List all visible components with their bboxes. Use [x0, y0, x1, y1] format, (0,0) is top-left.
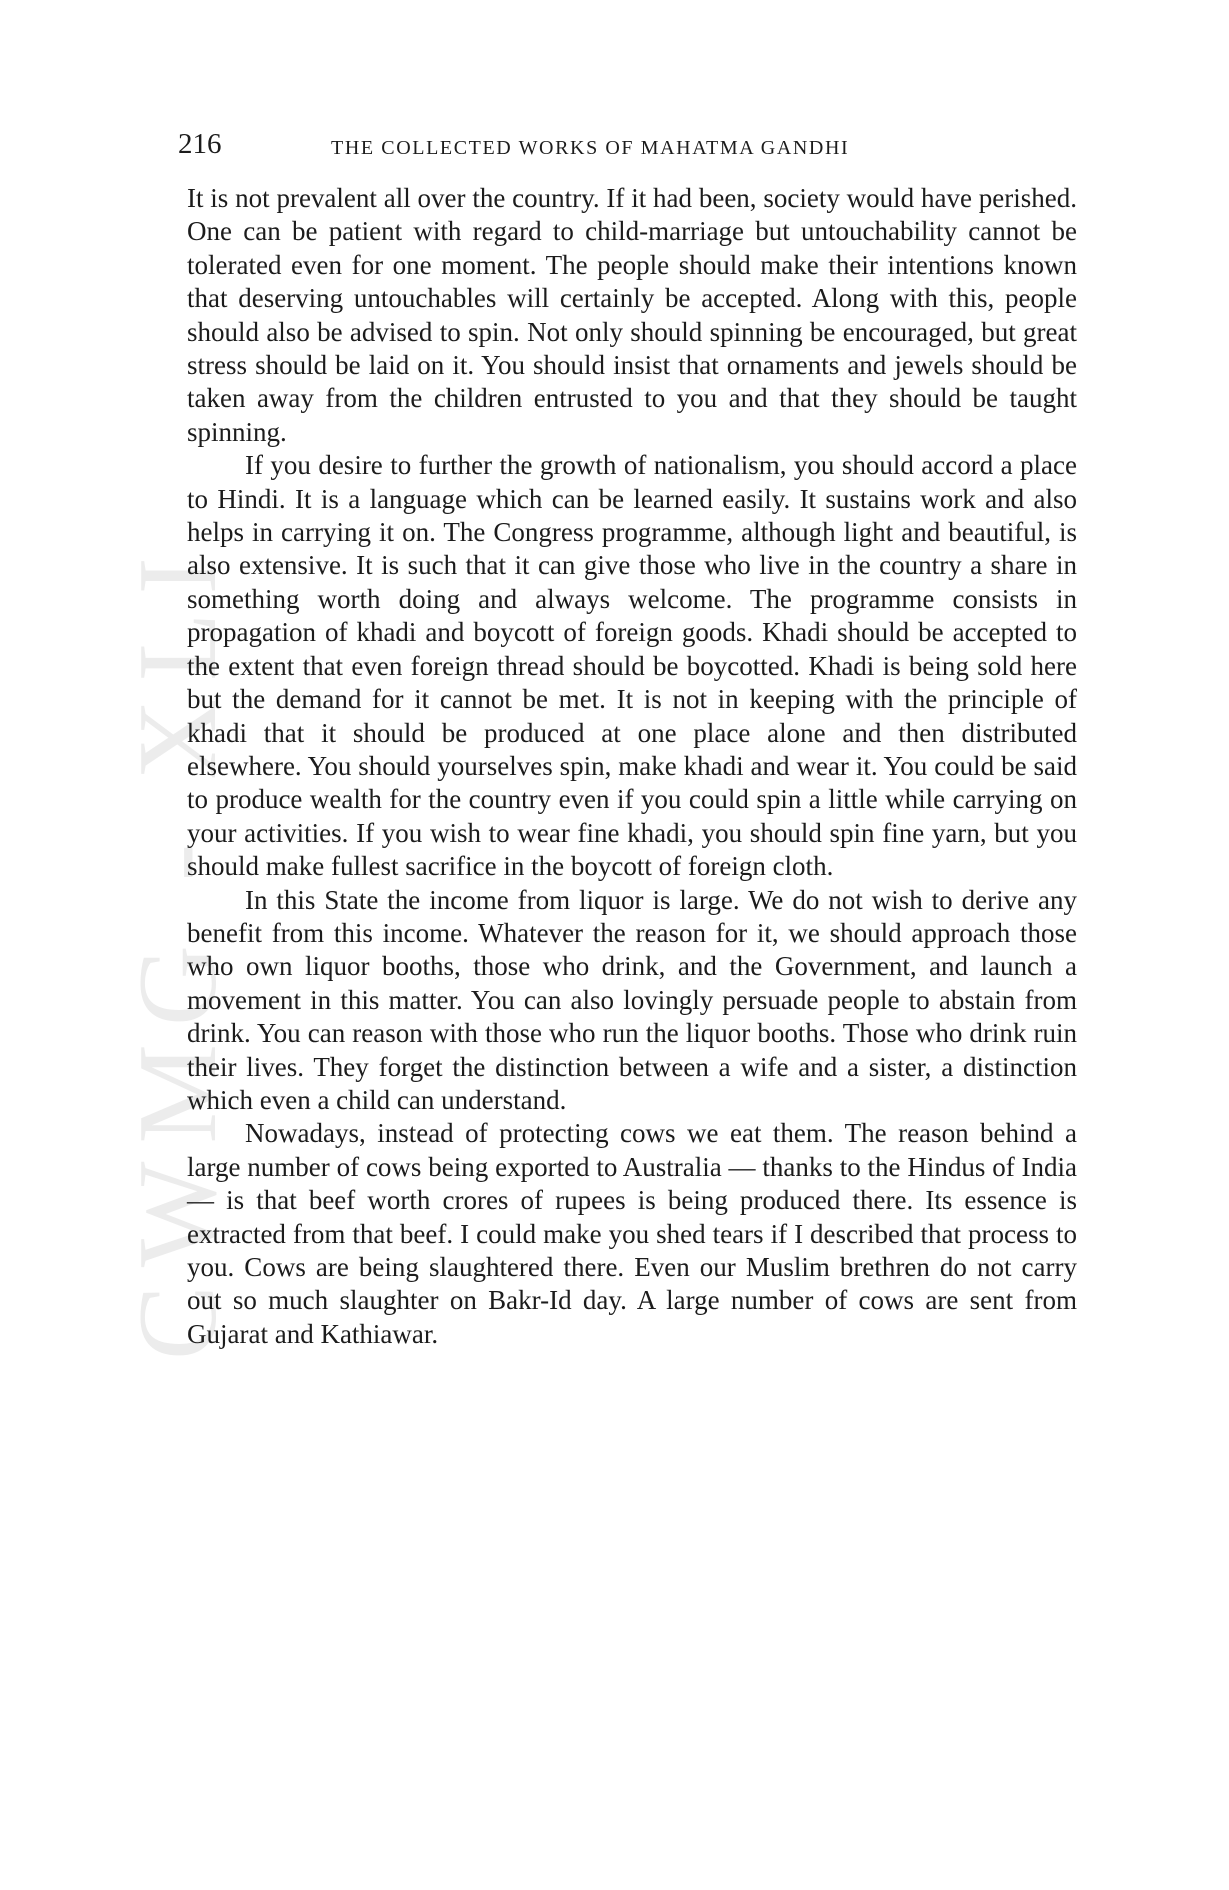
body-text — [187, 182, 1077, 1351]
page-header — [178, 128, 1078, 168]
paragraph-2: If you desire to further the growth of nationalism, you should accord a place to Hindi. It is a language which can be learned easily. It sustains work and also helps in carrying it on. The Congress programme, although light and beautiful, is also extensive. It is such that it can give those who live in the country a share in something worth doing and always welcome. The programme consists in propagation of khadi and boycott of foreign goods. Khadi should be accepted to the extent that even foreign thread should be boycotted. Khadi is being sold here but the demand for it cannot be met. It is not in keeping with the principle of khadi that it should be produced at one place alone and then distributed elsewhere. You should yourselves spin, make khadi and wear it. You could be said to produce wealth for the country even if you could spin a little while carrying on your activities. If you wish to wear fine khadi, you should spin fine yarn, but you should make fullest sacrifice in the boycott of foreign cloth. — [187, 450, 1077, 882]
paragraph-1: It is not prevalent all over the country. If it had been, society would have perished. One can be patient with regard to child-marriage but untouchability cannot be tolerated even for one moment. The people should make their intentions known that deserving untouchables will certainly be accepted. Along with this, people should also be advised to spin. Not only should spinning be encouraged, but great stress should be laid on it. You should insist that ornaments and jewels should be taken away from the children entrusted to you and that they should be taught spinning. — [187, 183, 1077, 447]
running-head: THE COLLECTED WORKS OF MAHATMA GANDHI — [331, 137, 850, 159]
paragraph-4: Nowadays, instead of protecting cows we eat them. The reason behind a large number of cows being exported to Australia — thanks to the Hindus of India — is that beef worth crores of rupees is being produced there. Its essence is extracted from that beef. I could make you shed tears if I described that process to you. Cows are being slaughtered there. Even our Muslim brethren do not carry out so much slaughter on Bakr-Id day. A large number of cows are sent from Gujarat and Kathiawar. — [187, 1118, 1077, 1349]
cwmg-watermark: CWMG - XLI — [116, 539, 240, 1361]
paragraph-3: In this State the income from liquor is large. We do not wish to derive any benefit from this income. Whatever the reason for it, we should approach those who own liquor booths, those who drink, and the Government, and launch a movement in this matter. You can also lovingly persuade people to abstain from drink. You can reason with those who run the liquor booths. Those who drink ruin their lives. They forget the distinction between a wife and a sister, a distinction which even a child can understand. — [187, 884, 1077, 1115]
page-number: 216 — [178, 128, 222, 160]
